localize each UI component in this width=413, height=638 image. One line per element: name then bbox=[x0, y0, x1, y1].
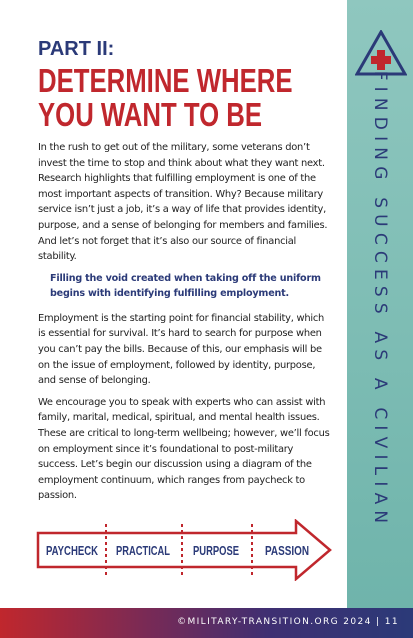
body-paragraph-3: We encourage you to speak with experts who can assist with family, marital, medical, spiritual, and mental health issues. These are critical to long-term wellbeing; however, we’ll focus on employment since it’s foundational to post-military success. Let’s begin our discussion using a diagram of the employment continuum, which ranges from paycheck to passion. bbox=[38, 396, 330, 502]
page-title-line1: DETERMINE WHERE bbox=[38, 62, 293, 99]
triangle-cross-logo-icon bbox=[355, 30, 407, 76]
stage-paycheck: PAYCHECK bbox=[46, 544, 98, 558]
employment-continuum-diagram bbox=[36, 519, 332, 581]
footer-copyright: ©MILITARY-TRANSITION.ORG 2024 | 11 bbox=[177, 617, 399, 627]
sidebar-vertical-title: FINDING SUCCESS AS A CIVILIAN bbox=[370, 70, 390, 530]
body-paragraph-2: Employment is the starting point for financial stability, which is essential for survival. It’s hard to search for purpose when you can’t pay the bills. Because of this, our emphasis will be on the issue of employment, followed by identity, purpose, and sense of belonging. bbox=[38, 312, 325, 387]
footer-bar bbox=[0, 608, 413, 638]
page-title bbox=[38, 62, 293, 133]
sidebar-band bbox=[347, 0, 413, 608]
stage-passion: PASSION bbox=[265, 544, 309, 558]
callout-quote: Filling the void created when taking off the uniform begins with identifying fulfilling employment. bbox=[50, 272, 321, 299]
body-paragraph-1: In the rush to get out of the military, some veterans don’t invest the time to stop and think about what they want next. Research highlights that fulfilling employment is one of the most important aspects of transition. Why? Because military service isn’t just a job, it’s a way of life that provides identity, purpose, and a sense of belonging for members and families. And let’s not forget that it’s also our source of financial stability. bbox=[38, 142, 328, 263]
stage-purpose: PURPOSE bbox=[193, 544, 239, 558]
part-label: PART II: bbox=[38, 38, 115, 60]
page-title-line2: YOU WANT TO BE bbox=[38, 96, 263, 133]
main-content bbox=[38, 38, 330, 510]
stage-practical: PRACTICAL bbox=[116, 544, 171, 558]
